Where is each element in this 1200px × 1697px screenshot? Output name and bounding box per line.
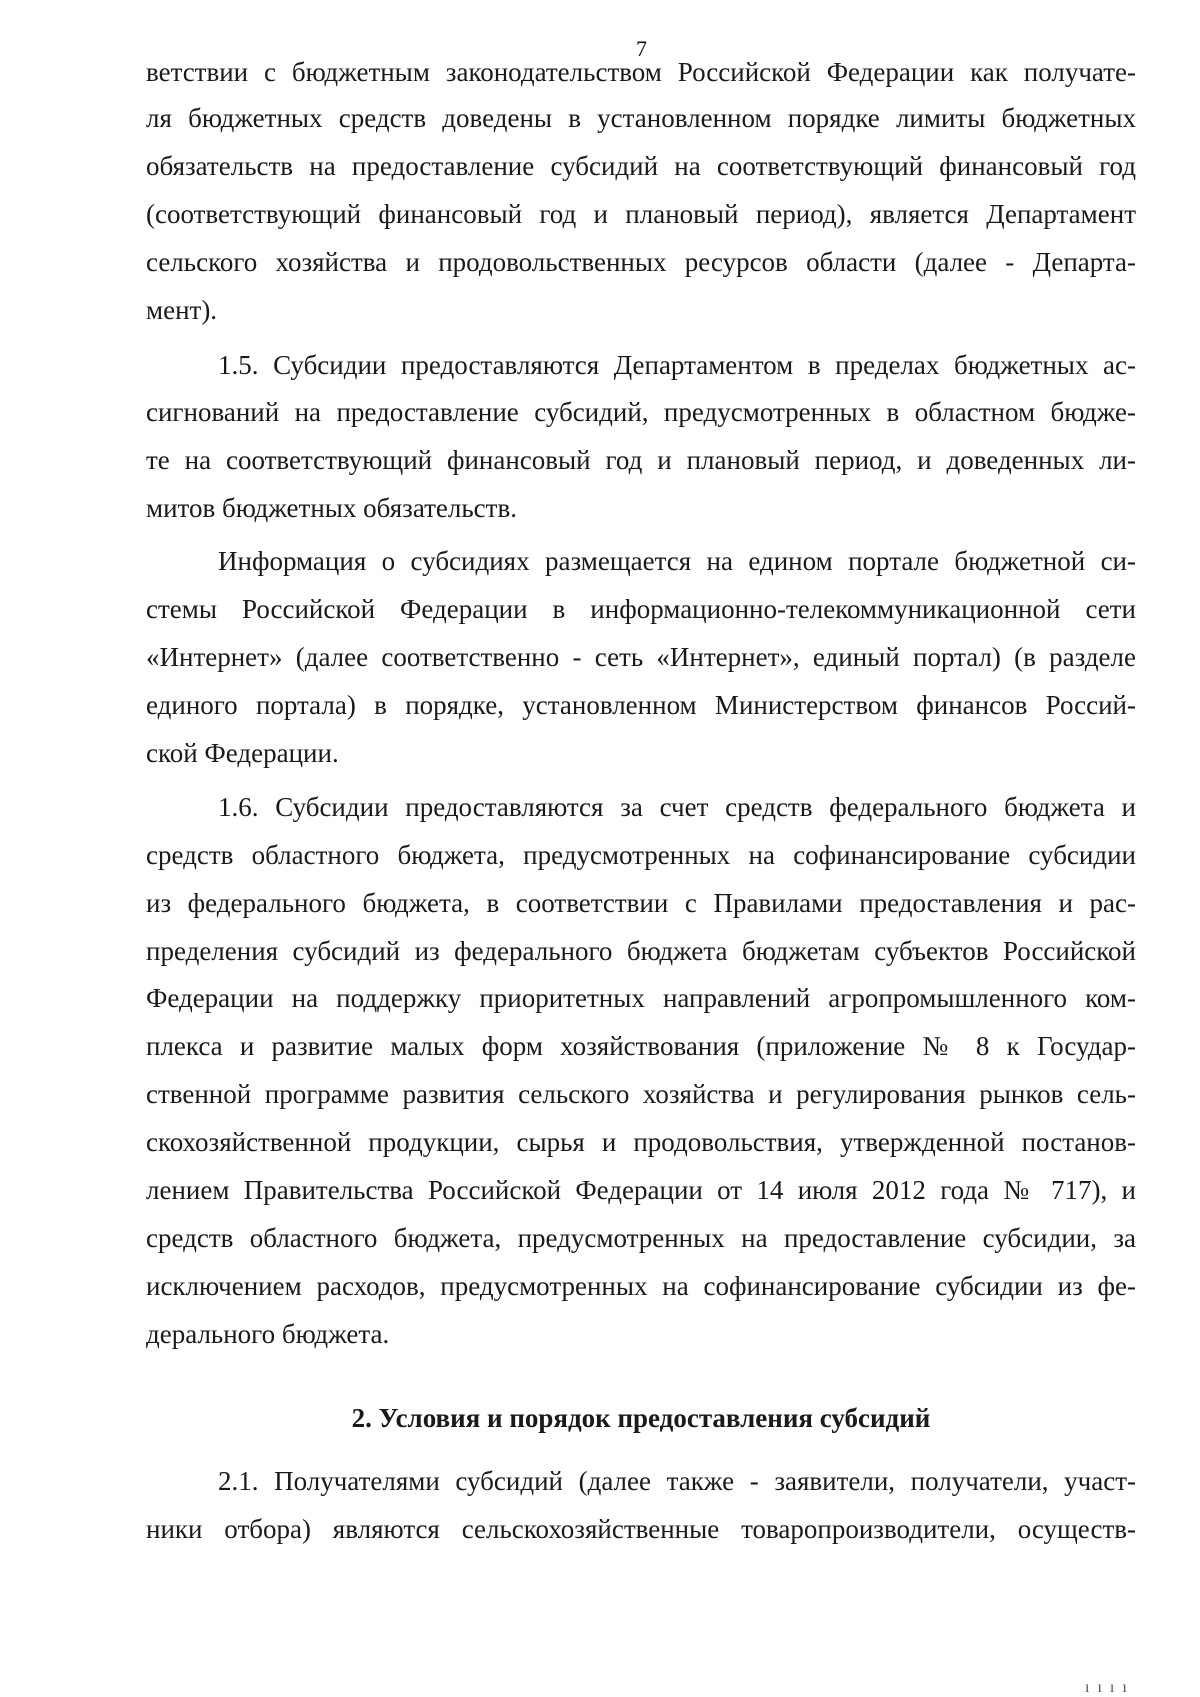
text-line: ветствии с бюджетным законодательством Российской Федерации как получате- bbox=[146, 57, 1136, 87]
text-line: лением Правительства Российской Федерации от 14 июля 2012 года № 717), и bbox=[146, 1175, 1136, 1205]
text-line: Федерации на поддержку приоритетных направлений агропромышленного ком- bbox=[146, 983, 1136, 1013]
text-line: исключением расходов, предусмотренных на софинансирование субсидии из фе- bbox=[146, 1271, 1136, 1301]
text-line: «Интернет» (далее соответственно - сеть «Интернет», единый портал) (в разделе bbox=[146, 642, 1136, 672]
text-line: стемы Российской Федерации в информационно-телекоммуникационной сети bbox=[146, 594, 1136, 624]
text-line: 1.6. Субсидии предоставляются за счет средств федерального бюджета и bbox=[218, 792, 1136, 822]
text-line: плекса и развитие малых форм хозяйствования (приложение № 8 к Государ- bbox=[146, 1031, 1136, 1061]
text-line: сельского хозяйства и продовольственных ресурсов области (далее - Департа- bbox=[146, 247, 1136, 277]
text-line: средств областного бюджета, предусмотренных на предоставление субсидии, за bbox=[146, 1223, 1136, 1253]
text-line: обязательств на предоставление субсидий на соответствующий финансовый год bbox=[146, 151, 1136, 181]
text-line: Информация о субсидиях размещается на едином портале бюджетной си- bbox=[218, 546, 1136, 576]
text-line: из федерального бюджета, в соответствии с Правилами предоставления и рас- bbox=[146, 888, 1136, 918]
text-line: 2.1. Получателями субсидий (далее также - заявители, получатели, участ- bbox=[218, 1466, 1136, 1496]
text-line: дерального бюджета. bbox=[146, 1319, 390, 1349]
section-heading: 2. Условия и порядок предоставления субсидий bbox=[351, 1403, 931, 1433]
text-line: пределения субсидий из федерального бюджета бюджетам субъектов Российской bbox=[146, 936, 1136, 966]
text-line: единого портала) в порядке, установленном Министерством финансов Россий- bbox=[146, 690, 1136, 720]
text-line: скохозяйственной продукции, сырья и продовольствия, утвержденной постанов- bbox=[146, 1127, 1136, 1157]
text-line: те на соответствующий финансовый год и плановый период, и доведенных ли- bbox=[146, 445, 1136, 475]
text-line: мент). bbox=[146, 295, 218, 325]
scan-mark: ı ı ı ı bbox=[1085, 1679, 1129, 1696]
text-line: ской Федерации. bbox=[146, 738, 339, 768]
text-line: 1.5. Субсидии предоставляются Департаментом в пределах бюджетных ас- bbox=[218, 350, 1136, 380]
text-line: (соответствующий финансовый год и плановый период), является Департамент bbox=[146, 199, 1136, 229]
text-line: средств областного бюджета, предусмотренных на софинансирование субсидии bbox=[146, 840, 1136, 870]
text-line: ственной программе развития сельского хозяйства и регулирования рынков сель- bbox=[146, 1079, 1136, 1109]
text-line: ники отбора) являются сельскохозяйственные товаропроизводители, осуществ- bbox=[146, 1514, 1136, 1544]
text-line: ля бюджетных средств доведены в установленном порядке лимиты бюджетных bbox=[146, 103, 1136, 133]
text-line: митов бюджетных обязательств. bbox=[146, 493, 517, 523]
page-number: 7 bbox=[636, 36, 647, 61]
text-line: сигнований на предоставление субсидий, предусмотренных в областном бюдже- bbox=[146, 397, 1136, 427]
